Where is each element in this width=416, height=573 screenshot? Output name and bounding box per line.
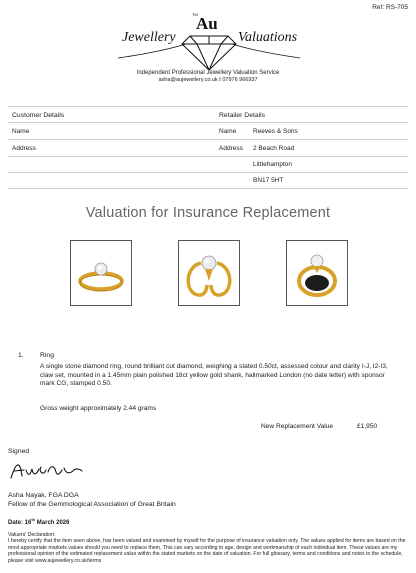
signer-fellowship: Fellow of the Gemmological Association of Great Britain bbox=[8, 501, 176, 508]
divider bbox=[8, 122, 408, 123]
customer-address-label: Address bbox=[12, 145, 36, 152]
item-title: Ring bbox=[40, 352, 54, 359]
brand-name-right: Valuations bbox=[238, 30, 298, 45]
trademark-mark: TM bbox=[192, 12, 198, 17]
reference-number: Ref: RS-705 bbox=[372, 4, 408, 11]
brand-name-left: Jewellery bbox=[122, 30, 176, 45]
retailer-address-line: 2 Beach Road bbox=[253, 145, 295, 152]
diamond-icon bbox=[182, 36, 236, 70]
item-number: 1. bbox=[18, 352, 24, 359]
divider bbox=[8, 139, 408, 140]
contact-line: asha@aujewellery.co.uk t 07976 966937 bbox=[158, 77, 258, 83]
signature-image bbox=[8, 458, 86, 482]
replacement-value-label: New Replacement Value bbox=[261, 423, 334, 430]
retailer-address-line: BN17 5HT bbox=[253, 177, 284, 184]
ring-photo-front bbox=[178, 240, 240, 306]
signed-label: Signed bbox=[8, 448, 30, 455]
gross-weight: Gross weight approximately 2.44 grams bbox=[40, 405, 157, 412]
item-description: A single stone diamond ring, round brilliant cut diamond, weighing a stated 0.50ct, assessed colour and clarity I-J, I2-I3, claw set, mounted in a 1.45mm plain polished 18ct yellow gold shank, hallmarked London (no date letter) with sponsor mark CG, stamped 0.50. bbox=[40, 363, 388, 388]
retailer-name-label: Name bbox=[219, 128, 237, 135]
page-title: Valuation for Insurance Replacement bbox=[85, 205, 331, 221]
divider bbox=[8, 172, 408, 173]
retailer-address-line: Littlehampton bbox=[253, 161, 293, 168]
declaration-title: Valuers' Declaration: bbox=[8, 532, 56, 538]
divider bbox=[8, 188, 408, 189]
retailer-section-title: Retailer Details bbox=[219, 112, 266, 119]
valuation-date: Date: 16th March 2026 bbox=[8, 517, 70, 526]
brand-au: Au bbox=[196, 14, 218, 33]
customer-name-label: Name bbox=[12, 128, 30, 135]
ring-photo-top bbox=[286, 240, 348, 306]
divider bbox=[8, 106, 408, 107]
replacement-value: £1,950 bbox=[357, 423, 378, 430]
ring-photo-side bbox=[70, 240, 132, 306]
declaration-text: I hereby certify that the item seen above, has been valued and examined by myself for the purpose of insurance valuation only. The values applied for items are based on the most appropriate markets values should you need to replace them. This can vary according to age, design and workmanship of each individual item. These values are my professional opinion of the estimated replacement value within the stated markets on the date of valuation. For full glossary, terms and conditions and notes to the schedule, please visit www.aujewellery.co.uk/terms bbox=[8, 538, 406, 564]
divider bbox=[8, 156, 408, 157]
retailer-address-label: Address bbox=[219, 145, 243, 152]
signer-name: Asha Nayak, FGA DGA bbox=[8, 492, 79, 499]
service-tagline: Independent Professional Jewellery Valuation Service bbox=[136, 70, 280, 76]
customer-section-title: Customer Details bbox=[12, 112, 65, 119]
retailer-name-value: Reeves & Sons bbox=[253, 128, 298, 135]
